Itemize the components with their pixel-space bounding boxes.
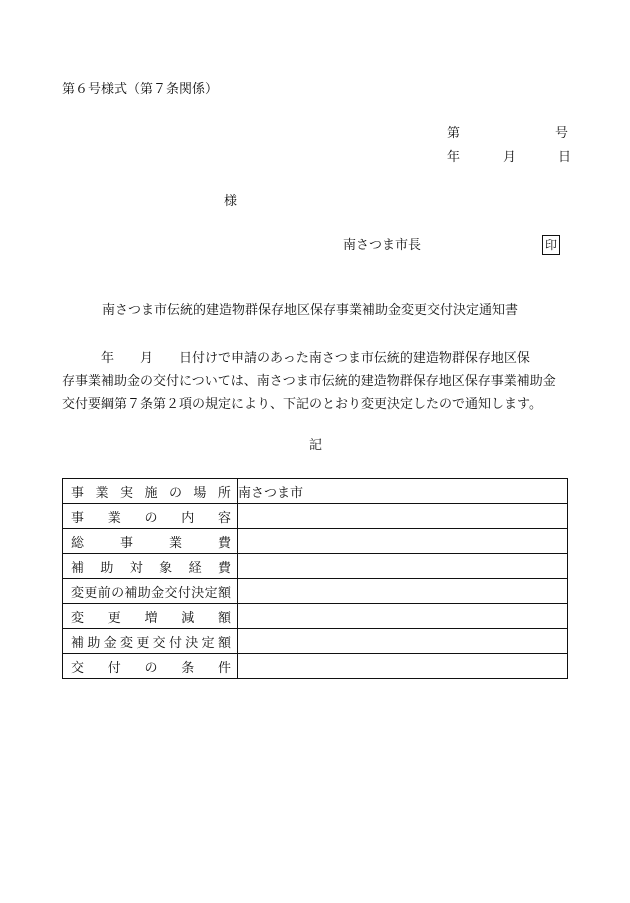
row-label: 交 付 の 条 件 [71, 660, 231, 676]
row-label-cell [63, 554, 238, 579]
table-row [63, 504, 568, 529]
row-label-cell [63, 504, 238, 529]
row-label: 事 業 の 内 容 [71, 510, 231, 526]
row-label: 変 更 増 減 額 [71, 610, 231, 626]
detail-table [62, 478, 568, 679]
row-value [238, 629, 568, 654]
row-label-cell [63, 629, 238, 654]
table-row [63, 604, 568, 629]
row-label-cell [63, 604, 238, 629]
sender: 南さつま市長 [343, 238, 422, 253]
row-label: 事 業 実 施 の 場 所 [71, 485, 231, 501]
number-prefix: 第 [447, 126, 461, 141]
number-suffix: 号 [555, 126, 569, 141]
table-row [63, 529, 568, 554]
row-value [238, 654, 568, 679]
document-title: 南さつま市伝統的建造物群保存地区保存事業補助金変更交付決定通知書 [102, 303, 519, 318]
body-line-3: 交付要綱第７条第２項の規定により、下記のとおり変更決定したので通知します。 [62, 397, 542, 412]
table-row [63, 479, 568, 504]
form-code: 第６号様式（第７条関係） [62, 82, 219, 97]
date-day: 日 [558, 150, 572, 165]
row-value [238, 579, 568, 604]
row-value [238, 604, 568, 629]
addressee: 様 [224, 194, 238, 209]
row-value [238, 554, 568, 579]
row-value [238, 529, 568, 554]
table-row [63, 654, 568, 679]
ki-mark: 記 [309, 438, 323, 453]
row-label-cell [63, 479, 238, 504]
body-line-1: 年 月 日付けで申請のあった南さつま市伝統的建造物群保存地区保 [62, 351, 530, 366]
row-label: 補 助 金 変 更 交 付 決 定 額 [71, 635, 231, 651]
date-month: 月 [503, 150, 517, 165]
body-text [62, 347, 572, 416]
date-year: 年 [447, 150, 461, 165]
row-label-cell [63, 579, 238, 604]
row-label-cell [63, 529, 238, 554]
seal-mark: 印 [542, 235, 560, 255]
row-label: 総 事 業 費 [71, 535, 231, 551]
body-line-2: 存事業補助金の交付については、南さつま市伝統的建造物群保存地区保存事業補助金 [62, 374, 556, 389]
table-row [63, 629, 568, 654]
row-value [238, 504, 568, 529]
row-label: 補 助 対 象 経 費 [71, 560, 231, 576]
table-row [63, 554, 568, 579]
table-row [63, 579, 568, 604]
row-label-cell [63, 654, 238, 679]
row-value: 南さつま市 [238, 479, 568, 504]
row-label: 変 更 前 の 補 助 金 交 付 決 定 額 [71, 585, 231, 601]
